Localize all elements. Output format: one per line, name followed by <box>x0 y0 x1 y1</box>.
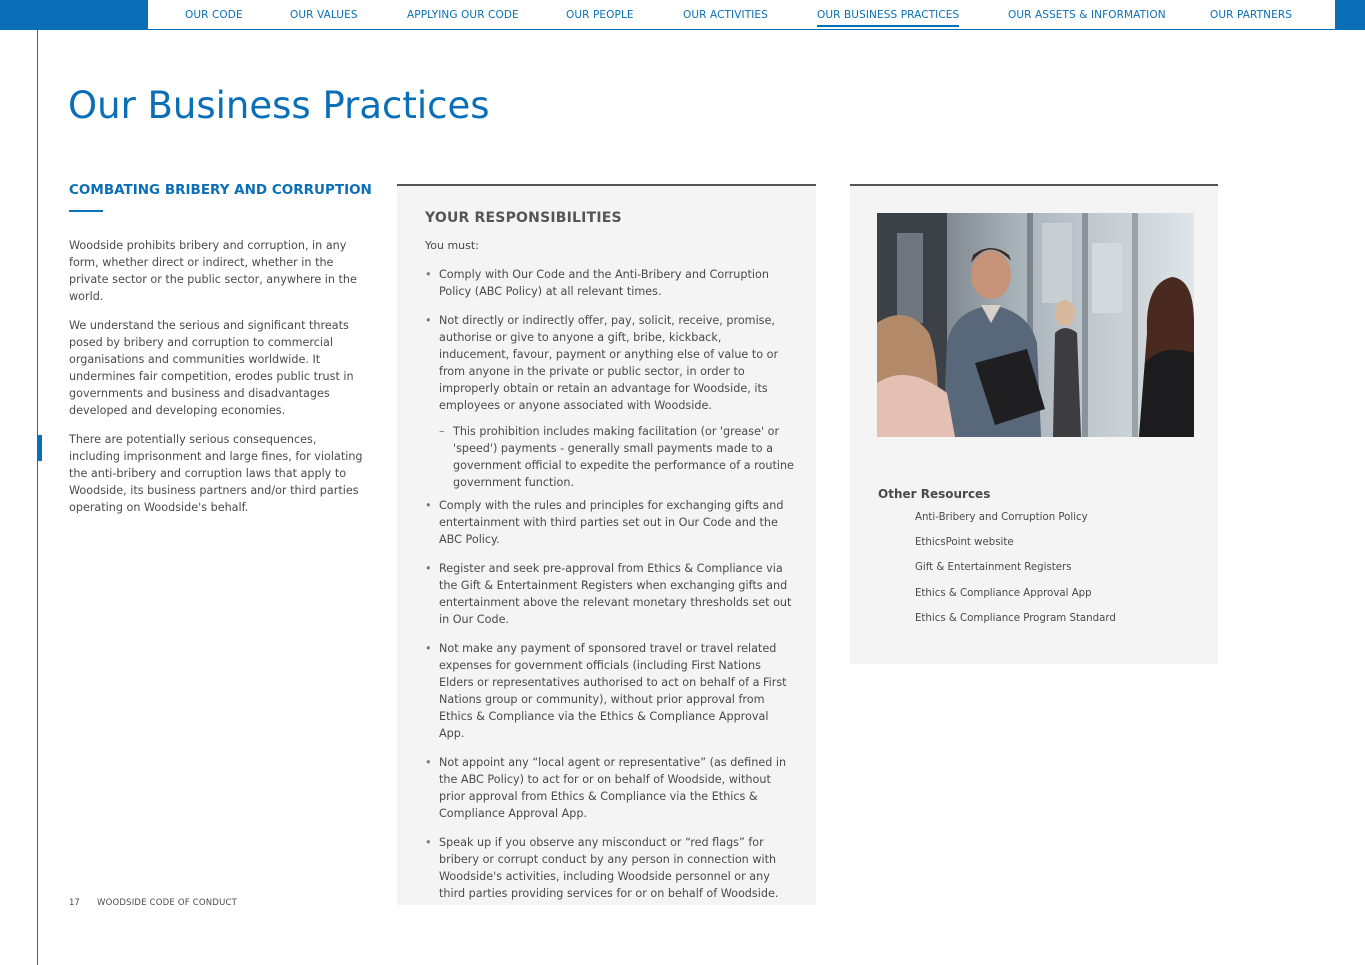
list-item: • Not make any payment of sponsored travel or travel related expenses for government officials (including First Nations Elders or representatives authorised to act on behalf of a First Nations group or community), without prior approval from Ethics & Compliance via the Ethics & Compliance Approval App. <box>425 640 795 742</box>
list-item: • Comply with Our Code and the Anti-Bribery and Corruption Policy (ABC Policy) at all relevant times. <box>425 266 795 300</box>
resource-link[interactable]: EthicsPoint website <box>915 537 1014 549</box>
document-title: WOODSIDE CODE OF CONDUCT <box>97 898 238 908</box>
sub-list-item: – This prohibition includes making facilitation (or 'grease' or 'speed') payments - generally small payments made to a government official to expedite the performance of a routine government function. <box>425 423 795 491</box>
responsibilities-panel <box>397 184 816 905</box>
nav-item-our-assets-information[interactable]: OUR ASSETS & INFORMATION <box>1008 9 1166 21</box>
top-navigation-bar <box>0 0 1365 31</box>
responsibilities-title: YOUR RESPONSIBILITIES <box>425 210 622 226</box>
resources-list <box>915 512 1116 638</box>
resources-title: Other Resources <box>878 487 991 501</box>
list-item: • Speak up if you observe any misconduct or “red flags” for bribery or corrupt conduct by any person in connection with Woodside's activities, including Woodside personnel or any third parties providing services for or on behalf of Woodside. <box>425 834 795 902</box>
page-number: 17 <box>69 898 80 908</box>
resource-link[interactable]: Ethics & Compliance Approval App <box>915 587 1092 599</box>
brand-block-left <box>0 0 148 30</box>
page-title: Our Business Practices <box>68 84 490 127</box>
section-heading: COMBATING BRIBERY AND CORRUPTION <box>69 182 372 198</box>
list-item: • Comply with the rules and principles for exchanging gifts and entertainment with third parties set out in Our Code and the ABC Policy. <box>425 497 795 548</box>
nav-item-our-business-practices[interactable]: OUR BUSINESS PRACTICES <box>817 9 959 27</box>
nav-item-our-partners[interactable]: OUR PARTNERS <box>1210 9 1293 21</box>
intro-paragraph: There are potentially serious consequences, including imprisonment and large fines, for violating the anti-bribery and corruption laws that apply to Woodside, its business partners and/or third parties operating on Woodside's behalf. <box>69 433 363 514</box>
brand-block-right <box>1335 0 1365 30</box>
resource-link[interactable]: Ethics & Compliance Program Standard <box>915 612 1116 624</box>
intro-paragraph: Woodside prohibits bribery and corruption, in any form, whether direct or indirect, whether in the private sector or the public sector, anywhere in the world. <box>69 239 357 303</box>
nav-item-our-code[interactable]: OUR CODE <box>185 9 243 21</box>
list-item: • Register and seek pre-approval from Ethics & Compliance via the Gift & Entertainment Registers when exchanging gifts and entertainment above the relevant monetary thresholds set out in Our Code. <box>425 560 795 628</box>
office-photo <box>877 213 1194 437</box>
office-photo-illustration <box>877 213 1194 437</box>
responsibilities-intro: You must: <box>425 239 479 252</box>
nav-item-our-activities[interactable]: OUR ACTIVITIES <box>683 9 768 21</box>
list-item: • Not appoint any “local agent or representative” (as defined in the ABC Policy) to act for or on behalf of Woodside, without prior approval from Ethics & Compliance via the Ethics & Compliance Approval App. <box>425 754 795 822</box>
page-position-marker <box>37 435 42 461</box>
nav-item-our-values[interactable]: OUR VALUES <box>290 9 358 21</box>
list-item: • Not directly or indirectly offer, pay, solicit, receive, promise, authorise or give to anyone a gift, bribe, kickback, inducement, favour, payment or anything else of value to or from anyone in the private or public sector, in order to improperly obtain or retain an advantage for Woodside, its employees or anyone associated with Woodside. <box>425 312 795 414</box>
resource-link[interactable]: Anti-Bribery and Corruption Policy <box>915 512 1088 523</box>
main-nav <box>148 0 1335 30</box>
intro-paragraph: We understand the serious and significant threats posed by bribery and corruption to commercial organisations and communities worldwide. It undermines fair competition, erodes public trust in governments and business and disadvantages developed and developing economies. <box>69 319 354 417</box>
nav-item-applying-our-code[interactable]: APPLYING OUR CODE <box>407 9 519 21</box>
heading-underline <box>69 210 103 212</box>
left-margin-rule <box>37 30 38 965</box>
resource-link[interactable]: Gift & Entertainment Registers <box>915 562 1072 574</box>
nav-item-our-people[interactable]: OUR PEOPLE <box>566 9 634 21</box>
responsibilities-list <box>425 266 795 914</box>
intro-text <box>69 237 369 528</box>
resources-panel <box>850 184 1218 664</box>
